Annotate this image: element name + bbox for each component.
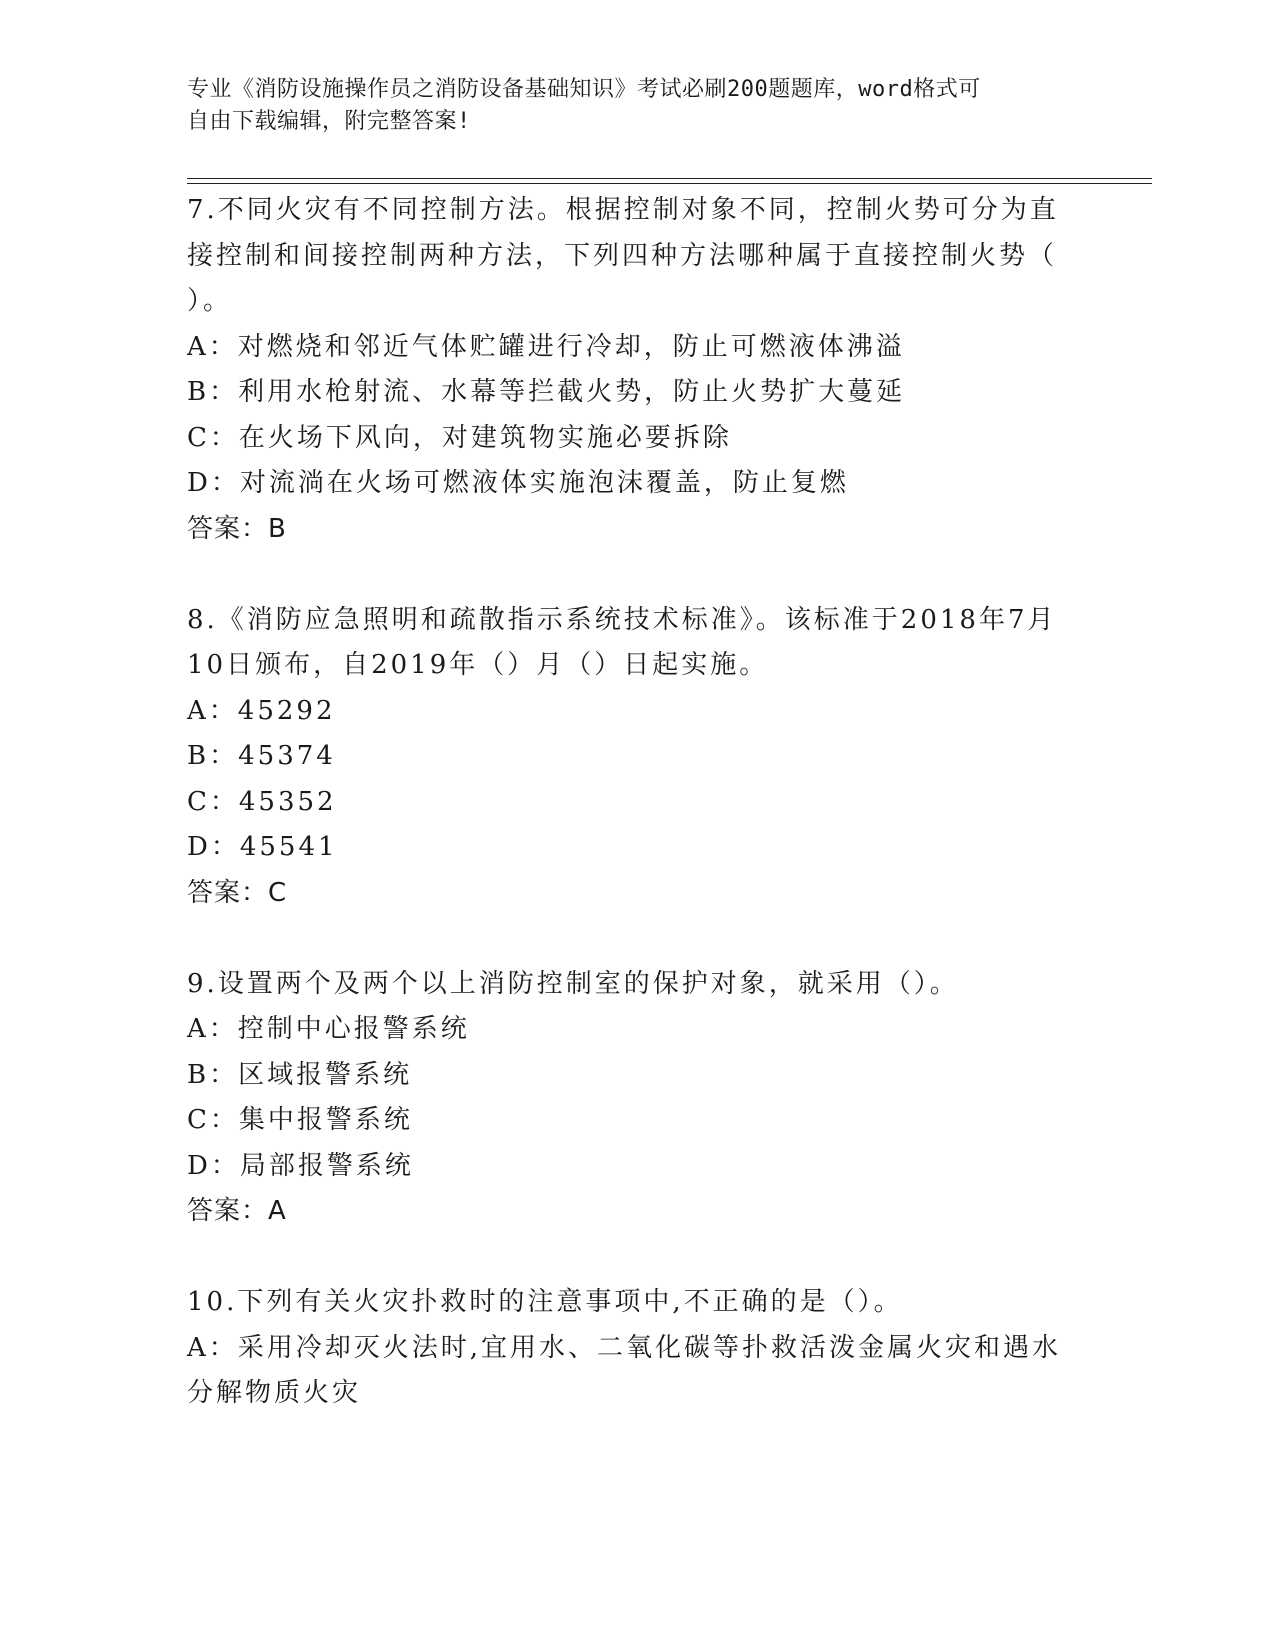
option-d: D：局部报警系统 [187, 1150, 414, 1181]
question-list [187, 188, 1087, 1417]
question-10 [187, 1280, 1087, 1417]
option-a: A：对燃烧和邻近气体贮罐进行冷却，防止可燃液体沸溢 [187, 331, 905, 362]
option-a: A：采用冷却灭火法时,宜用水、二氧化碳等扑救活泼金属火灾和遇水 [187, 1332, 1062, 1363]
answer-line: 答案：B [187, 513, 287, 544]
option-a-continued: 分解物质火灾 [187, 1378, 362, 1408]
header-line-2: 自由下载编辑，附完整答案! [187, 109, 471, 134]
option-b: B：利用水枪射流、水幕等拦截火势，防止火势扩大蔓延 [187, 377, 906, 407]
question-stem-line: 8.《消防应急照明和疏散指示系统技术标准》。该标准于2018年7月 [187, 604, 1057, 635]
question-9 [187, 962, 1087, 1235]
option-b: B：45374 [187, 741, 336, 771]
option-b: B：区域报警系统 [187, 1059, 413, 1090]
header-line-1: 专业《消防设施操作员之消防设备基础知识》考试必刷200题题库，word格式可 [187, 77, 981, 102]
document-header [187, 74, 1067, 138]
option-a: A：45292 [187, 695, 336, 726]
question-stem-line: 接控制和间接控制两种方法，下列四种方法哪种属于直接控制火势（ [187, 240, 1058, 271]
option-a: A：控制中心报警系统 [187, 1014, 470, 1044]
header-divider-bottom [187, 183, 1152, 184]
header-divider-top [187, 178, 1152, 179]
question-stem-line: 9.设置两个及两个以上消防控制室的保护对象，就采用（）。 [187, 968, 959, 999]
option-c: C：45352 [187, 786, 337, 817]
question-stem-line: ）。 [187, 286, 233, 316]
question-8 [187, 598, 1087, 917]
question-stem-line: 10日颁布，自2019年（）月（）日起实施。 [187, 650, 769, 680]
option-d: D：对流淌在火场可燃液体实施泡沫覆盖，防止复燃 [187, 468, 849, 498]
option-c: C：集中报警系统 [187, 1105, 413, 1135]
answer-line: 答案：C [187, 877, 288, 908]
option-d: D：45541 [187, 832, 338, 862]
option-c: C：在火场下风向，对建筑物实施必要拆除 [187, 422, 732, 453]
question-stem-line: 7.不同火灾有不同控制方法。根据控制对象不同，控制火势可分为直 [187, 195, 1059, 225]
question-stem-line: 10.下列有关火灾扑救时的注意事项中,不正确的是（）。 [187, 1287, 903, 1317]
answer-line: 答案：A [187, 1196, 287, 1226]
question-7 [187, 188, 1087, 552]
